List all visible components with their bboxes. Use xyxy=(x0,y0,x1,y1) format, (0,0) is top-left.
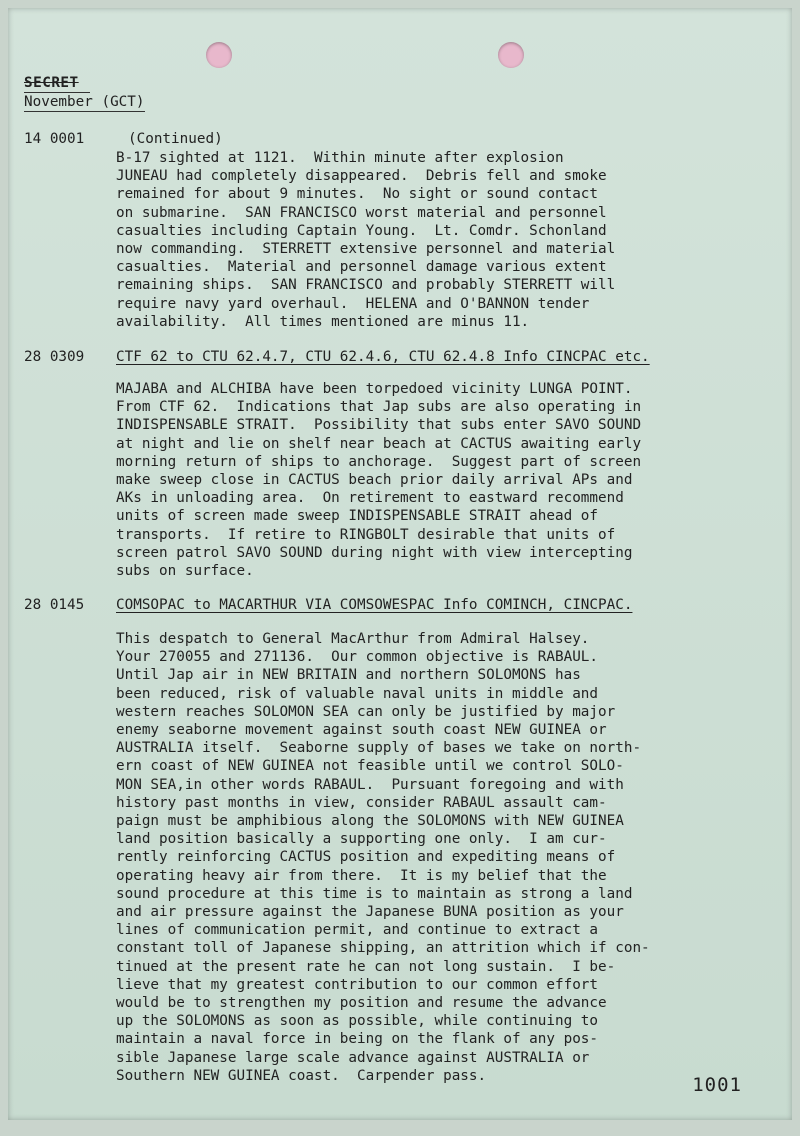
binder-hole-right xyxy=(498,42,524,68)
routing-line: COMSOPAC to MACARTHUR VIA COMSOWESPAC Info COMINCH, CINCPAC. xyxy=(116,597,633,613)
date-time-group: 14 0001 xyxy=(24,131,85,147)
page-number: 1001 xyxy=(692,1073,742,1096)
date-time-group: 28 0309 xyxy=(24,349,85,365)
period-heading: November (GCT) xyxy=(24,93,145,112)
routing-line: CTF 62 to CTU 62.4.7, CTU 62.4.6, CTU 62.4.8 Info CINCPAC etc. xyxy=(116,349,650,365)
message-body: MAJABA and ALCHIBA have been torpedoed vicinity LUNGA POINT. From CTF 62. Indications that Jap subs are also operating in INDISPENSABLE STRAIT. Possibility that subs enter SAVO SOUND at night and lie on shelf near beach at CACTUS awaiting early morning return of ships to anchorage. Suggest part of screen make sweep close in CACTUS beach prior daily arrival APs and AKs in unloading area. On retirement to eastward recommend units of screen made sweep INDISPENSABLE STRAIT ahead of transports. If retire to RINGBOLT desirable that units of screen patrol SAVO SOUND during night with view intercepting subs on surface. xyxy=(116,381,642,580)
message-body: This despatch to General MacArthur from Admiral Halsey. Your 270055 and 271136. Our common objective is RABAUL. Until Jap air in NEW BRITAIN and northern SOLOMONS has been reduced, risk of valuable naval units in middle and western reaches SOLOMON SEA can only be justified by major enemy seaborne movement against south coast NEW GUINEA or AUSTRALIA itself. Seaborne supply of bases we take on north- ern coast of NEW GUINEA not feasible until we control SOLO- MON SEA,in other words RABAUL. Pursuant foregoing and with history past months in view, consider RABAUL assault cam- paign must be amphibious along the SOLOMONS with NEW GUINEA land position basically a supporting one only. I am cur- rently reinforcing CACTUS position and expediting means of operating heavy air from there. It is my belief that the sound procedure at this time is to maintain as strong a land and air pressure against the Japanese BUNA position as your lines of communication permit, and continue to extract a constant toll of Japanese shipping, an attrition which if con- tinued at the present rate he can not long sustain. I be- lieve that my greatest contribution to our common effort would be to strengthen my position and resume the advance up the SOLOMONS as soon as possible, while continuing to maintain a naval force in being on the flank of any pos- sible Japanese large scale advance against AUSTRALIA or Southern NEW GUINEA coast. Carpender pass. xyxy=(116,631,650,1084)
page-header xyxy=(24,74,145,112)
document-page xyxy=(8,8,792,1120)
binder-hole-left xyxy=(206,42,232,68)
date-time-group: 28 0145 xyxy=(24,597,85,613)
message-body: B-17 sighted at 1121. Within minute after explosion JUNEAU had completely disappeared. Debris fell and smoke remained for about 9 minutes. No sight or sound contact on submarine. SAN FRANCISCO worst material and personnel casualties including Captain Young. Lt. Comdr. Schonland now commanding. STERRETT extensive personnel and material casualties. Material and personnel damage various extent remaining ships. SAN FRANCISCO and probably STERRETT will require navy yard overhaul. HELENA and O'BANNON tender availability. All times mentioned are minus 11. xyxy=(116,150,616,330)
continued-note: (Continued) xyxy=(128,131,223,147)
classification-mark: SECRET xyxy=(24,74,90,93)
